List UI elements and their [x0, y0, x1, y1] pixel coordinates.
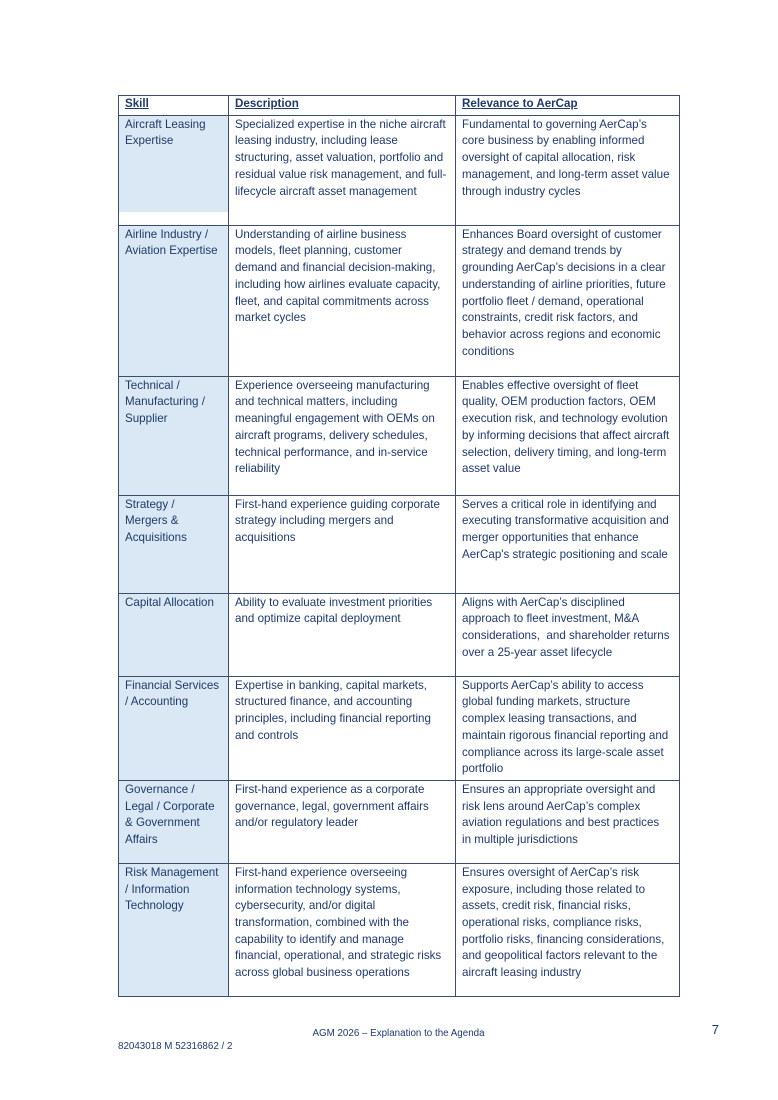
table-row	[119, 495, 680, 593]
header-cell-description: Description	[229, 96, 456, 116]
description-cell: Experience overseeing manufacturing and technical matters, including meaningful engagement with OEMs on aircraft programs, delivery schedules, technical performance, and in-service reliability	[229, 376, 456, 495]
skill-cell: Capital Allocation	[119, 593, 229, 676]
description-cell: First-hand experience overseeing information technology systems, cybersecurity, and/or digital transformation, combined with the capability to identify and manage financial, operational, and strategic risks across global business operations	[229, 863, 456, 996]
table-row	[119, 225, 680, 376]
table-row	[119, 593, 680, 676]
relevance-cell: Ensures oversight of AerCap’s risk exposure, including those related to assets, credit risk, financial risks, operational risks, compliance risks, portfolio risks, financing considerations, and geopolitical factors relevant to the aircraft leasing industry	[456, 863, 680, 996]
table-row	[119, 115, 680, 225]
relevance-cell: Fundamental to governing AerCap’s core business by enabling informed oversight of capital allocation, risk management, and long-term asset value through industry cycles	[456, 115, 680, 225]
table-header-row	[119, 96, 680, 116]
description-cell: Expertise in banking, capital markets, structured finance, and accounting principles, including financial reporting and controls	[229, 676, 456, 780]
description-cell: First-hand experience as a corporate governance, legal, government affairs and/or regulatory leader	[229, 780, 456, 863]
table-row	[119, 676, 680, 780]
skill-cell: Strategy / Mergers & Acquisitions	[119, 495, 229, 593]
relevance-cell: Serves a critical role in identifying and executing transformative acquisition and merger opportunities that enhance AerCap's strategic positioning and scale	[456, 495, 680, 593]
description-cell: Specialized expertise in the niche aircraft leasing industry, including lease structuring, asset valuation, portfolio and residual value risk management, and full-lifecycle aircraft asset management	[229, 115, 456, 225]
page-number: 7	[711, 1022, 719, 1037]
skill-cell: Technical / Manufacturing / Supplier	[119, 376, 229, 495]
relevance-cell: Enhances Board oversight of customer strategy and demand trends by grounding AerCap’s decisions in a clear understanding of airline priorities, future portfolio fleet / demand, operational constraints, credit risk factors, and behavior across regions and economic conditions	[456, 225, 680, 376]
skill-cell: Aircraft Leasing Expertise	[119, 115, 229, 225]
skill-cell: Financial Services / Accounting	[119, 676, 229, 780]
table-row	[119, 863, 680, 996]
header-cell-skill: Skill	[119, 96, 229, 116]
relevance-cell: Enables effective oversight of fleet quality, OEM production factors, OEM execution risk, and technology evolution by informing decisions that affect aircraft selection, delivery timing, and long-term asset value	[456, 376, 680, 495]
document-reference: 82043018 M 52316862 / 2	[118, 1041, 233, 1052]
relevance-cell: Ensures an appropriate oversight and risk lens around AerCap’s complex aviation regulations and best practices in multiple jurisdictions	[456, 780, 680, 863]
header-cell-relevance: Relevance to AerCap	[456, 96, 680, 116]
description-cell: Understanding of airline business models, fleet planning, customer demand and financial decision-making, including how airlines evaluate capacity, fleet, and capital commitments across market cycles	[229, 225, 456, 376]
relevance-cell: Aligns with AerCap’s disciplined approach to fleet investment, M&A considerations, and shareholder returns over a 25-year asset lifecycle	[456, 593, 680, 676]
skill-cell: Airline Industry / Aviation Expertise	[119, 225, 229, 376]
relevance-cell: Supports AerCap’s ability to access global funding markets, structure complex leasing transactions, and maintain rigorous financial reporting and compliance across its large-scale asset portfolio	[456, 676, 680, 780]
description-cell: Ability to evaluate investment priorities and optimize capital deployment	[229, 593, 456, 676]
table-body	[119, 115, 680, 996]
skill-cell: Governance / Legal / Corporate & Government Affairs	[119, 780, 229, 863]
skills-table	[118, 95, 680, 997]
table-row	[119, 376, 680, 495]
description-cell: First-hand experience guiding corporate strategy including mergers and acquisitions	[229, 495, 456, 593]
footer-title: AGM 2026 – Explanation to the Agenda	[312, 1028, 485, 1039]
table-row	[119, 780, 680, 863]
skill-cell: Risk Management / Information Technology	[119, 863, 229, 996]
